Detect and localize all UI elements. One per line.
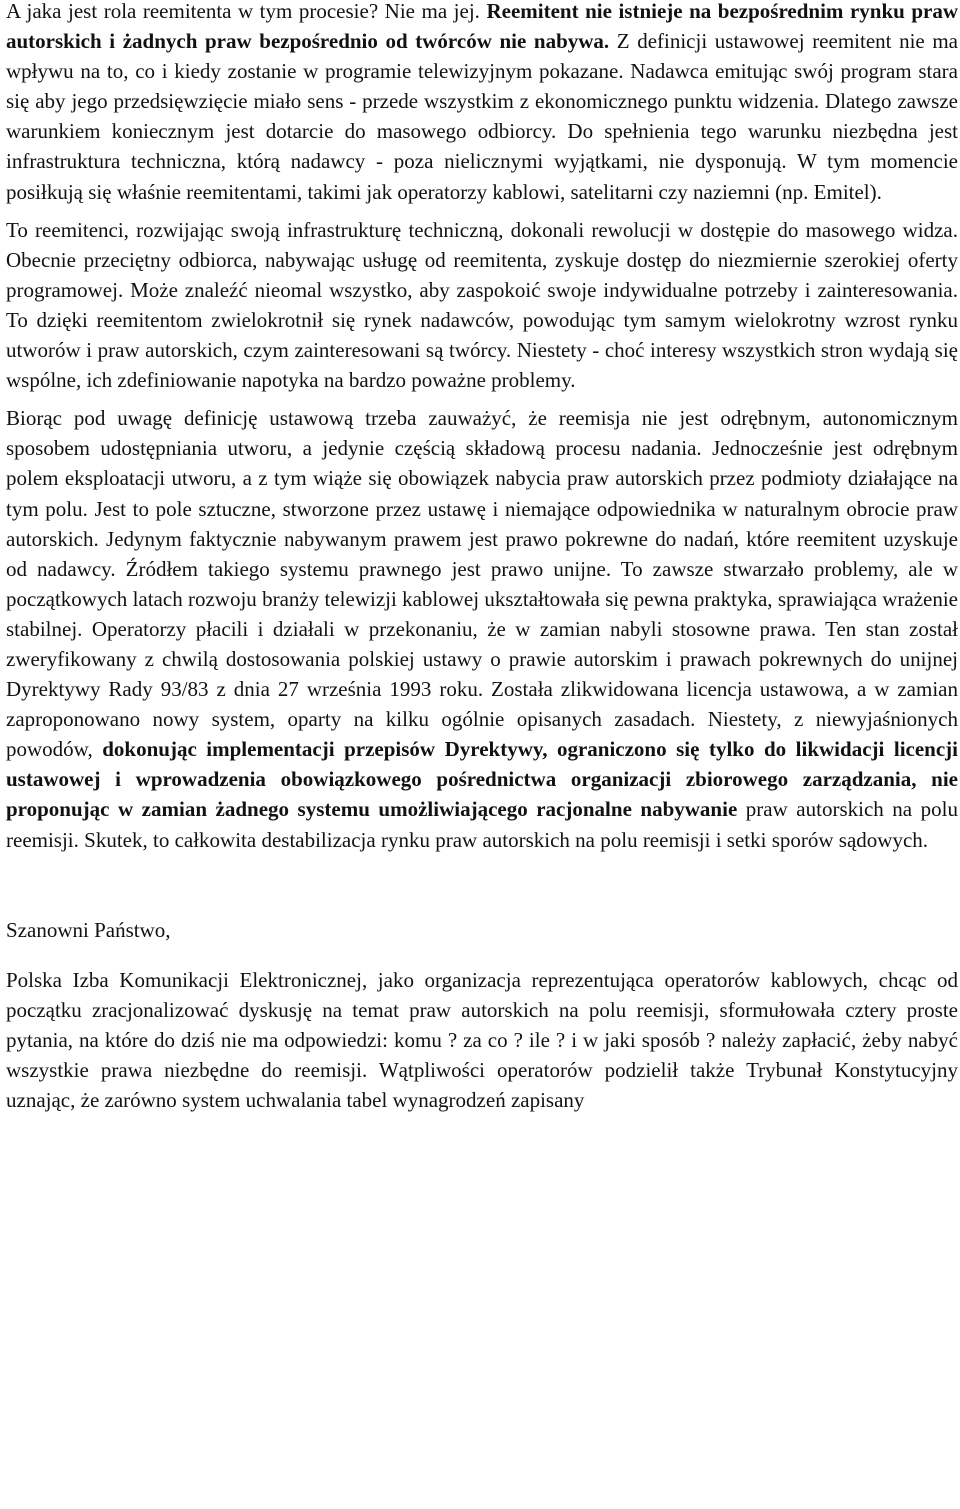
paragraph-text: Biorąc pod uwagę definicję ustawową trzeba zauważyć, że reemisja nie jest odrębnym, autonomicznym sposobem udostępniania utworu, a jedynie częścią składową procesu nadania. Jednocześnie jest odrębnym polem eksploatacji utworu, a z tym wiąże się obowiązek nabycia praw autorskich przez podmioty działające na tym polu. Jest to pole sztuczne, stworzone przez ustawę i niemające odpowiednika w naturalnym obrocie praw autorskich. Jedynym faktycznie nabywanym prawem jest prawo pokrewne do nadań, które reemitent uzyskuje od nadawcy. Źródłem takiego systemu prawnego jest prawo unijne. To zawsze stwarzało problemy, ale w początkowych latach rozwoju branży telewizji kablowej ukształtowała się pewna praktyka, sprawiająca wrażenie stabilnej. Operatorzy płacili i działali w przekonaniu, że w zamian nabyli stosowne prawa. Ten stan został zweryfikowany z chwilą dostosowania polskiej ustawy o prawie autorskim i prawach pokrewnych do unijnej Dyrektywy Rady 93/83 z dnia 27 września 1993 roku. Została zlikwidowana licencja ustawowa, a w zamian zaproponowano nowy system, oparty na kilku ogólnie opisanych zasadach. Niestety, z niewyjaśnionych powodów,	[6, 406, 958, 762]
paragraph-text: Z definicji ustawowej reemitent nie ma wpływu na to, co i kiedy zostanie w programie telewizyjnym pokazane. Nadawca emitując swój program stara się aby jego przedsięwzięcie miało sens - przede wszystkim z ekonomicznego punktu widzenia. Dlatego zawsze warunkiem koniecznym jest dotarcie do masowego odbiorcy. Do spełnienia tego warunku niezbędna jest infrastruktura techniczna, którą nadawcy - poza nielicznymi wyjątkami, nie dysponują. W tym momencie posiłkują się właśnie reemitentami, takimi jak operatorzy kablowi, satelitarni czy naziemni (np. Emitel).	[6, 29, 958, 204]
paragraph-text: A jaka jest rola reemitenta w tym procesie? Nie ma jej.	[6, 0, 487, 23]
paragraph-text: To reemitenci, rozwijając swoją infrastrukturę techniczną, dokonali rewolucji w dostępie do masowego widza. Obecnie przeciętny odbiorca, nabywając usługę od reemitenta, zyskuje dostęp do niezmiernie szerokiej oferty programowej. Może znaleźć nieomal wszystko, aby zaspokoić swoje indywidualne potrzeby i zainteresowania. To dzięki reemitentom zwielokrotnił się rynek nadawców, powodując tym samym wielokrotny wzrost rynku utworów i praw autorskich, czym zainteresowani są twórcy. Niestety - choć interesy wszystkich stron wydają się wspólne, ich zdefiniowanie napotyka na bardzo poważne problemy.	[6, 217, 958, 393]
paragraph-bold-text: Reemitent nie istnieje na bezpośrednim rynku praw autorskich i żadnych praw bezpośrednio od twórców nie nabywa.	[6, 0, 958, 54]
salutation	[6, 915, 958, 945]
paragraph-text: praw autorskich na polu reemisji. Skutek, to całkowita destabilizacja rynku praw autorskich na polu reemisji i setki sporów sądowych.	[6, 797, 958, 852]
paragraph-text: Polska Izba Komunikacji Elektronicznej, jako organizacja reprezentująca operatorów kablowych, chcąc od początku zracjonalizować dyskusję na temat praw autorskich na polu reemisji, sformułowała cztery proste pytania, na które do dziś nie ma odpowiedzi: komu ? za co ? ile ? i w jaki sposób ? należy zapłacić, żeby nabyć wszystkie prawa niezbędne do reemisji. Wątpliwości operatorów podzielił także Trybunał Konstytucyjny uznając, że zarówno system uchwalania tabel wynagrodzeń zapisany	[6, 967, 958, 1113]
document-page	[6, 0, 958, 1115]
paragraph-pike-questions	[6, 965, 958, 1115]
paragraph-reemitent-role	[6, 0, 958, 207]
paragraph-bold-text: dokonując implementacji przepisów Dyrektywy, ograniczono się tylko do likwidacji licencji ustawowej i wprowadzenia obowiązkowego pośrednictwa organizacji zbiorowego zarządzania, nie proponując w zamian żadnego systemu umożliwiającego racjonalne nabywanie	[6, 737, 958, 822]
paragraph-reemitent-revolution	[6, 215, 958, 396]
paragraph-legal-definition	[6, 403, 958, 854]
salutation-text: Szanowni Państwo,	[6, 917, 171, 942]
